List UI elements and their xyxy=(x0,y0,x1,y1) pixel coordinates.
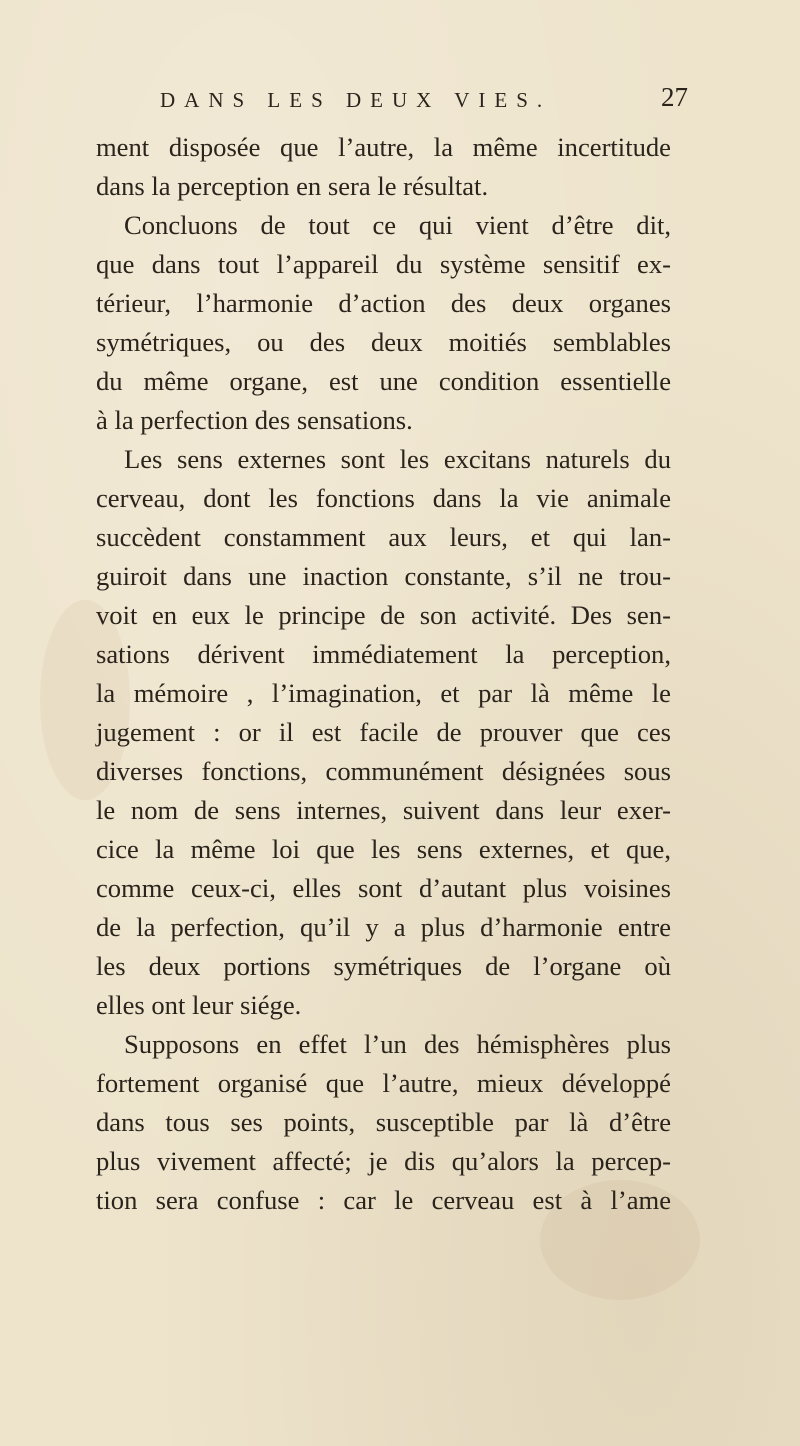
text-line: de la perfection, qu’il y a plus d’harmonie entre xyxy=(96,912,671,942)
text-line: plus vivement affecté; je dis qu’alors la percep- xyxy=(96,1146,671,1176)
text-line: à la perfection des sensations. xyxy=(96,405,413,435)
text-line: elles ont leur siége. xyxy=(96,990,302,1020)
text-line: Supposons en effet l’un des hémisphères plus xyxy=(124,1029,671,1059)
page-number: 27 xyxy=(661,82,688,112)
text-line: tion sera confuse : car le cerveau est à l’ame xyxy=(96,1185,671,1215)
text-line: que dans tout l’appareil du système sensitif ex- xyxy=(96,249,671,279)
text-line: voit en eux le principe de son activité. Des sen- xyxy=(96,600,671,630)
text-line: fortement organisé que l’autre, mieux développé xyxy=(96,1068,671,1098)
text-line: sations dérivent immédiatement la perception, xyxy=(96,639,671,669)
text-line: cice la même loi que les sens externes, et que, xyxy=(96,834,671,864)
text-line: cerveau, dont les fonctions dans la vie animale xyxy=(96,483,671,513)
text-line: jugement : or il est facile de prouver que ces xyxy=(96,717,671,747)
text-line: du même organe, est une condition essentielle xyxy=(96,366,671,396)
text-line: comme ceux-ci, elles sont d’autant plus voisines xyxy=(96,873,671,903)
text-line: ment disposée que l’autre, la même incertitude xyxy=(96,132,671,162)
text-line: le nom de sens internes, suivent dans leur exer- xyxy=(96,795,671,825)
text-line: Concluons de tout ce qui vient d’être dit, xyxy=(124,210,671,240)
text-line: guiroit dans une inaction constante, s’il ne trou- xyxy=(96,561,671,591)
text-line: dans tous ses points, susceptible par là d’être xyxy=(96,1107,671,1137)
text-line: succèdent constamment aux leurs, et qui lan- xyxy=(96,522,671,552)
text-line: la mémoire , l’imagination, et par là même le xyxy=(96,678,671,708)
text-line: diverses fonctions, communément désignées sous xyxy=(96,756,671,786)
body-text xyxy=(96,128,671,1220)
text-line: les deux portions symétriques de l’organe où xyxy=(96,951,671,981)
text-line: Les sens externes sont les excitans naturels du xyxy=(124,444,671,474)
text-line: térieur, l’harmonie d’action des deux organes xyxy=(96,288,671,318)
text-line: dans la perception en sera le résultat. xyxy=(96,171,489,201)
running-title: DANS LES DEUX VIES. xyxy=(160,88,552,112)
text-line: symétriques, ou des deux moitiés semblables xyxy=(96,327,671,357)
